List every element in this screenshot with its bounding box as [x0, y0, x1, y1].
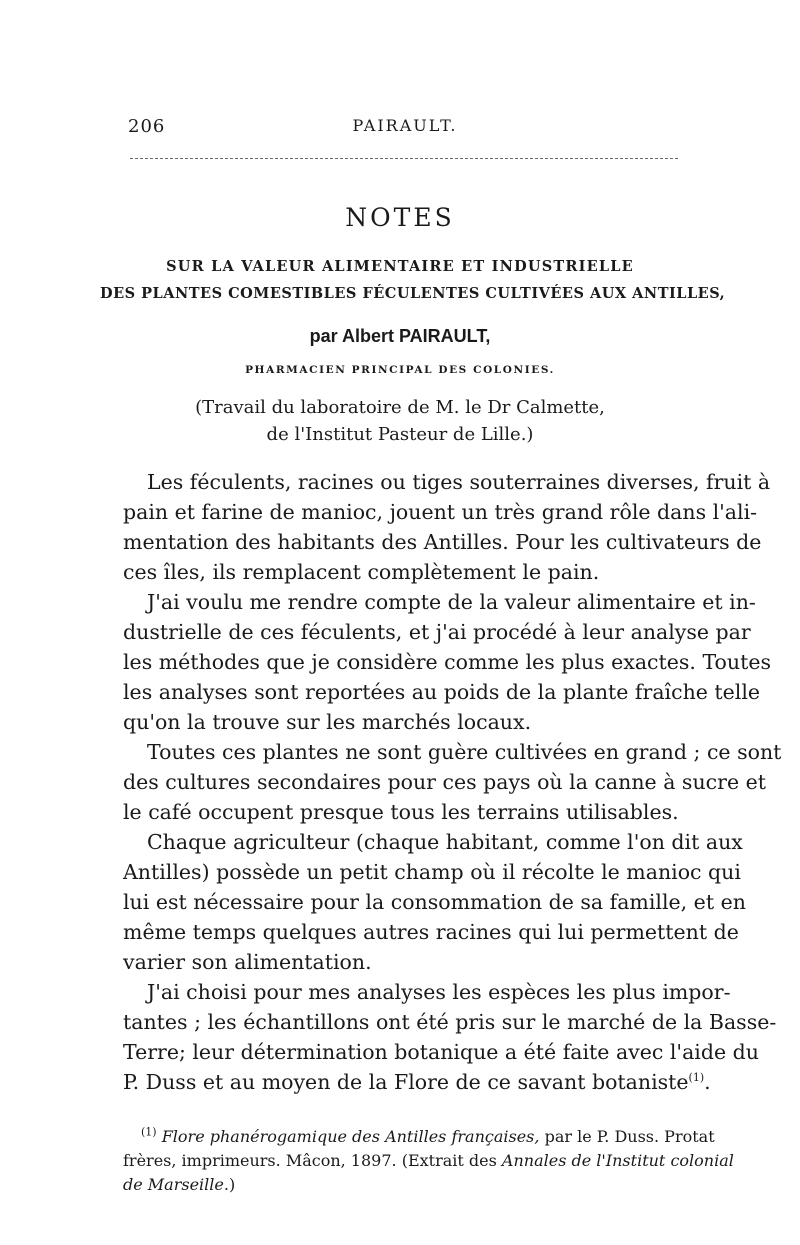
body-line: pain et farine de manioc, jouent un très grand rôle dans l'ali-: [123, 500, 758, 524]
body-line: dustrielle de ces féculents, et j'ai procédé à leur analyse par: [123, 620, 751, 644]
footnote-book-title: Flore phanérogamique des Antilles françaises,: [161, 1127, 540, 1146]
body-line: Chaque agriculteur (chaque habitant, comme l'on dit aux: [147, 830, 743, 854]
body-line-text: P. Duss et au moyen de la Flore de ce savant botaniste: [123, 1070, 689, 1094]
body-line: Terre; leur détermination botanique a été faite avec l'aide du: [123, 1040, 759, 1064]
body-line: J'ai choisi pour mes analyses les espèces les plus impor-: [147, 980, 731, 1004]
footnote-text: .): [223, 1175, 236, 1194]
laboratory-credit-line-1: (Travail du laboratoire de M. le Dr Calmette,: [195, 397, 605, 418]
body-line: Antilles) possède un petit champ où il récolte le manioc qui: [123, 860, 741, 884]
body-line: mentation des habitants des Antilles. Pour les cultivateurs de: [123, 530, 762, 554]
body-line: tantes ; les échantillons ont été pris sur le marché de la Basse-: [123, 1010, 777, 1034]
body-line: J'ai voulu me rendre compte de la valeur alimentaire et in-: [147, 590, 756, 614]
body-line-with-footnote-mark: [123, 1067, 711, 1097]
footnote-line-1: [123, 1125, 715, 1149]
body-line: ces îles, ils remplacent complètement le pain.: [123, 560, 600, 584]
header-rule: [130, 158, 678, 159]
body-line: des cultures secondaires pour ces pays où la canne à sucre et: [123, 770, 766, 794]
body-line: Les féculents, racines ou tiges souterraines diverses, fruit à: [147, 470, 771, 494]
body-line: lui est nécessaire pour la consommation de sa famille, et en: [123, 890, 746, 914]
body-line: Toutes ces plantes ne sont guère cultivées en grand ; ce sont: [147, 740, 782, 764]
footnote-text: par le P. Duss. Protat: [539, 1127, 715, 1146]
body-end-punctuation: .: [704, 1070, 711, 1094]
running-title: PAIRAULT.: [352, 116, 458, 135]
article-subtitle-line-1: SUR LA VALEUR ALIMENTAIRE ET INDUSTRIELLE: [166, 258, 634, 275]
body-line: les méthodes que je considère comme les plus exactes. Toutes: [123, 650, 771, 674]
author-line: par Albert PAIRAULT,: [309, 326, 491, 346]
laboratory-credit-line-2: de l'Institut Pasteur de Lille.): [266, 424, 534, 445]
page-number: 206: [128, 116, 166, 137]
footnote-journal-title: Annales de l'Institut colonial: [501, 1151, 734, 1170]
footnote-marker: (1): [141, 1125, 157, 1139]
body-line: les analyses sont reportées au poids de la plante fraîche telle: [123, 680, 761, 704]
running-header: [128, 116, 682, 140]
footnote-line-3: [123, 1173, 680, 1197]
body-line: le café occupent presque tous les terrains utilisables.: [123, 800, 679, 824]
article-subtitle-line-2: DES PLANTES COMESTIBLES FÉCULENTES CULTIVÉES AUX ANTILLES,: [100, 285, 726, 302]
footnote-journal-title-cont: de Marseille: [123, 1175, 224, 1194]
body-line: varier son alimentation.: [123, 950, 372, 974]
author-affiliation: PHARMACIEN PRINCIPAL DES COLONIES.: [245, 364, 555, 376]
footnote-line-2: [123, 1149, 734, 1173]
body-line: qu'on la trouve sur les marchés locaux.: [123, 710, 532, 734]
body-line: même temps quelques autres racines qui lui permettent de: [123, 920, 739, 944]
footnote-text: frères, imprimeurs. Mâcon, 1897. (Extrait des: [123, 1151, 502, 1170]
footnote-reference: (1): [688, 1071, 705, 1085]
article-title: NOTES: [345, 203, 455, 232]
